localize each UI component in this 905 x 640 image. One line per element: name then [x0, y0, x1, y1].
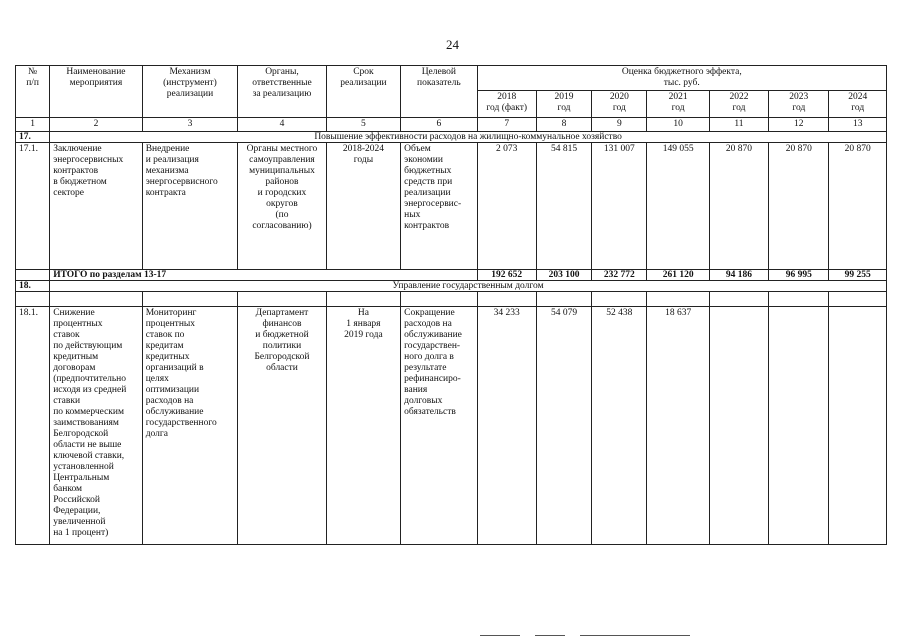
total-row — [16, 270, 887, 281]
section-title: Управление государственным долгом — [50, 281, 887, 292]
column-number: 11 — [709, 118, 768, 132]
header-name: Наименование мероприятия — [50, 66, 143, 118]
column-number: 4 — [238, 118, 326, 132]
value-2024: 20 870 — [829, 143, 887, 270]
value-2024 — [829, 307, 887, 545]
scan-artifact-lines — [480, 635, 690, 637]
header-term: Срок реализации — [326, 66, 400, 118]
page-number: 24 — [446, 37, 459, 52]
total-label: ИТОГО по разделам 13-17 — [50, 270, 477, 281]
header-year: 2023 год — [769, 91, 829, 118]
measure-name: Заключение энергосервисных контрактов в бюджетном секторе — [50, 143, 143, 270]
header-year: 2020 год — [592, 91, 647, 118]
value-2021: 149 055 — [647, 143, 709, 270]
target-indicator: Объем экономии бюджетных средств при реализации энергосервис- ных контрактов — [401, 143, 477, 270]
header-year: 2019 год — [536, 91, 591, 118]
budget-effect-table — [15, 65, 887, 545]
column-number: 12 — [769, 118, 829, 132]
responsible-agencies: Органы местного самоуправления муниципальных районов и городских округов (по согласованию) — [238, 143, 326, 270]
measure-name: Снижение процентных ставок по действующим кредитным договорам (предпочтительно исходя из средней ставки по коммерческим заимствованиям Белгородской области не выше ключевой ставки, установленной Центральным банком Российской Федерации, увеличенной на 1 процент) — [50, 307, 143, 545]
section-number: 18. — [16, 281, 50, 292]
column-number: 3 — [142, 118, 238, 132]
total-2021: 261 120 — [647, 270, 709, 281]
header-budget-effect: Оценка бюджетного эффекта, тыс. руб. — [477, 66, 886, 91]
column-number-row — [16, 118, 887, 132]
column-number: 8 — [536, 118, 591, 132]
section-number: 17. — [16, 132, 50, 143]
value-2022 — [709, 307, 768, 545]
value-2019: 54 079 — [536, 307, 591, 545]
target-indicator: Сокращение расходов на обслуживание государствен- ного долга в результате рефинансиро- вания долговых обязательств — [401, 307, 477, 545]
header-year: 2021 год — [647, 91, 709, 118]
header-num: № п/п — [16, 66, 50, 118]
column-number: 13 — [829, 118, 887, 132]
row-number: 17.1. — [16, 143, 50, 270]
table-row — [16, 143, 887, 270]
total-2019: 203 100 — [536, 270, 591, 281]
mechanism: Мониторинг процентных ставок по кредитам кредитных организаций в целях оптимизации расходов на обслуживание государственного долга — [142, 307, 238, 545]
value-2020: 131 007 — [592, 143, 647, 270]
header-target: Целевой показатель — [401, 66, 477, 118]
total-2020: 232 772 — [592, 270, 647, 281]
header-year: 2018 год (факт) — [477, 91, 536, 118]
column-number: 7 — [477, 118, 536, 132]
value-2022: 20 870 — [709, 143, 768, 270]
total-2018: 192 652 — [477, 270, 536, 281]
total-2024: 99 255 — [829, 270, 887, 281]
value-2023 — [769, 307, 829, 545]
column-number: 5 — [326, 118, 400, 132]
total-2023: 96 995 — [769, 270, 829, 281]
value-2018: 2 073 — [477, 143, 536, 270]
value-2018: 34 233 — [477, 307, 536, 545]
header-year: 2022 год — [709, 91, 768, 118]
value-2023: 20 870 — [769, 143, 829, 270]
section-17-row — [16, 132, 887, 143]
spacer-row — [16, 292, 887, 307]
section-title: Повышение эффективности расходов на жилищно-коммунальное хозяйство — [50, 132, 887, 143]
column-number: 10 — [647, 118, 709, 132]
section-18-row — [16, 281, 887, 292]
table-row — [16, 307, 887, 545]
column-number: 9 — [592, 118, 647, 132]
header-year: 2024 год — [829, 91, 887, 118]
value-2020: 52 438 — [592, 307, 647, 545]
row-number: 18.1. — [16, 307, 50, 545]
header-agencies: Органы, ответственные за реализацию — [238, 66, 326, 118]
column-number: 1 — [16, 118, 50, 132]
term: 2018-2024 годы — [326, 143, 400, 270]
value-2021: 18 637 — [647, 307, 709, 545]
responsible-agencies: Департамент финансов и бюджетной политики Белгородской области — [238, 307, 326, 545]
term: На 1 января 2019 года — [326, 307, 400, 545]
header-mechanism: Механизм (инструмент) реализации — [142, 66, 238, 118]
value-2019: 54 815 — [536, 143, 591, 270]
mechanism: Внедрение и реализация механизма энергосервисного контракта — [142, 143, 238, 270]
column-number: 2 — [50, 118, 143, 132]
column-number: 6 — [401, 118, 477, 132]
total-2022: 94 186 — [709, 270, 768, 281]
